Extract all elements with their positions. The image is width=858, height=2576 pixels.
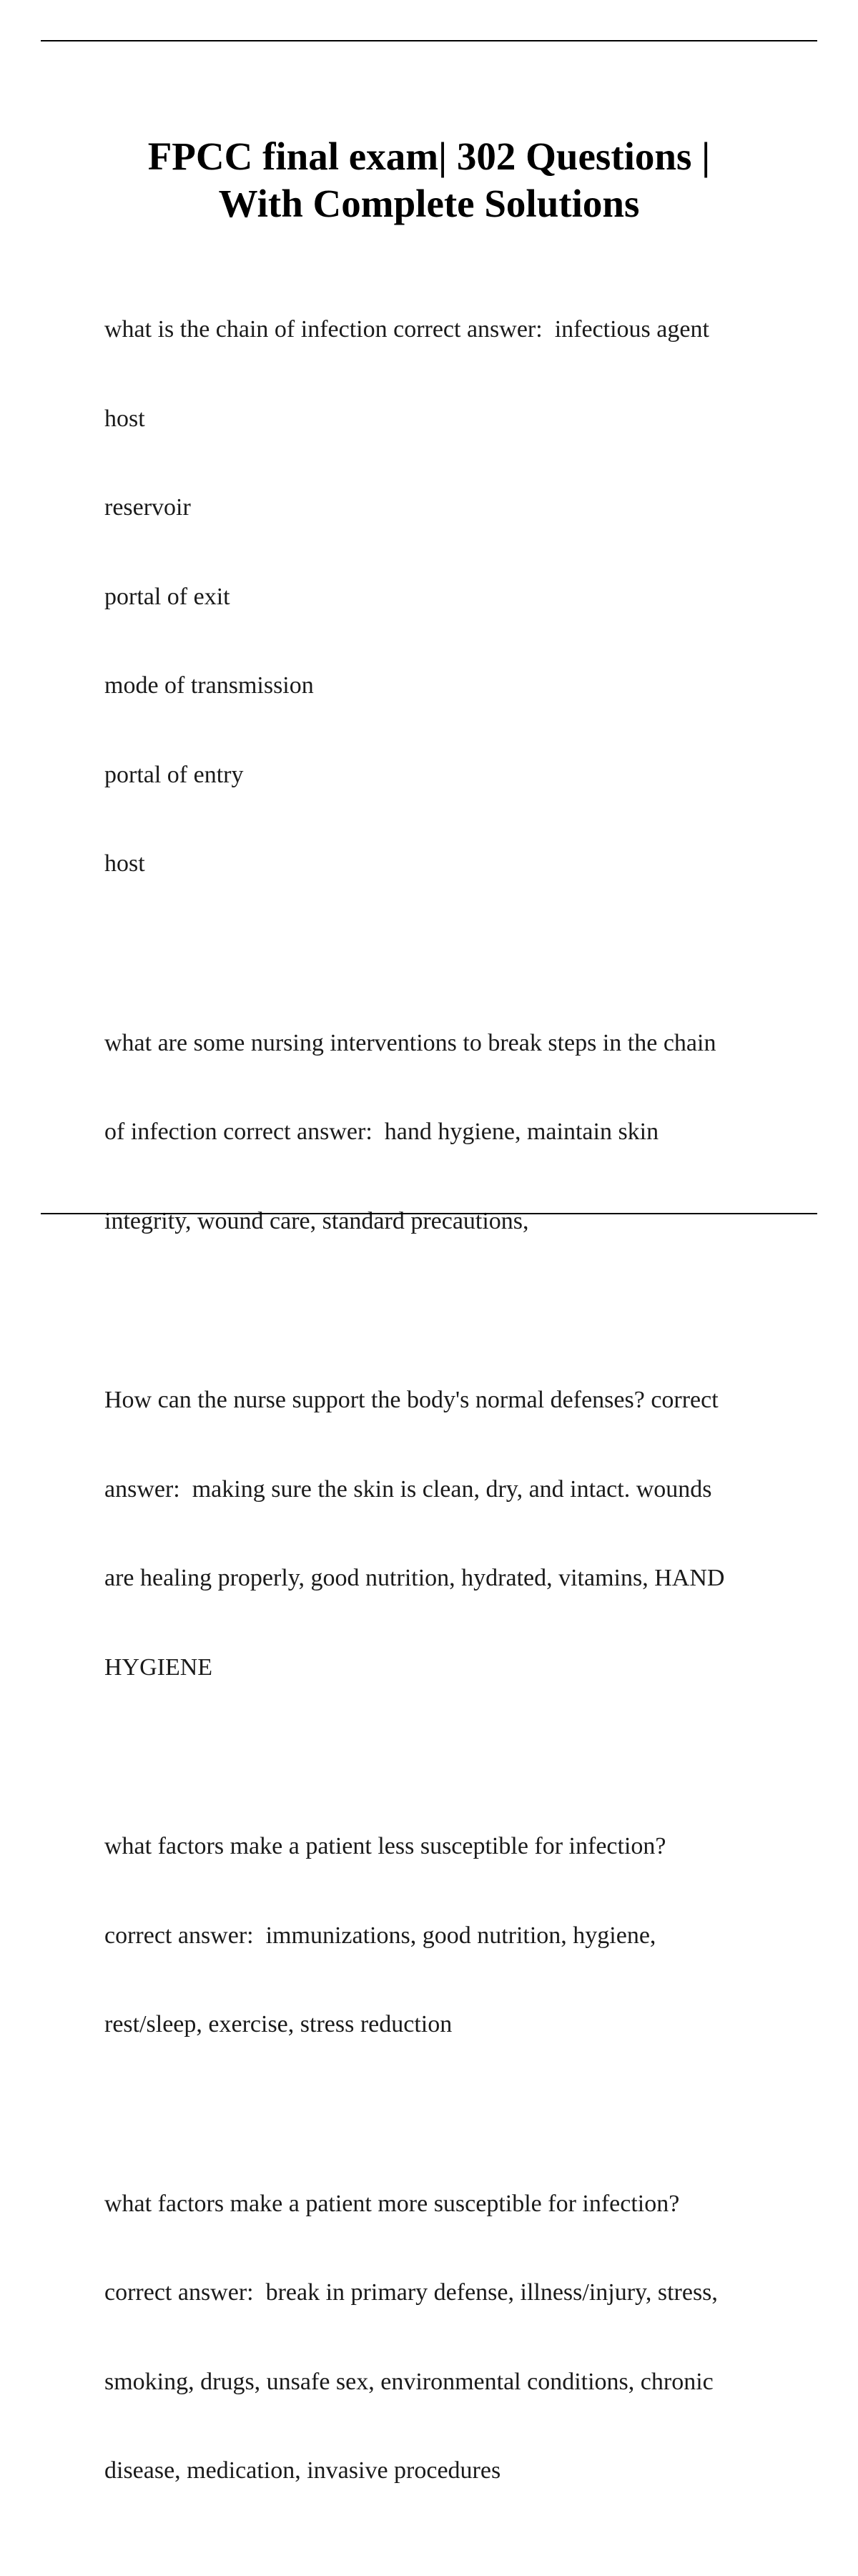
qa-line: smoking, drugs, unsafe sex, environmental conditions, chronic <box>104 2368 714 2395</box>
qa-line: How can the nurse support the body's normal defenses? correct <box>104 1387 719 1413</box>
qa-item-more-susceptible <box>104 2130 776 2545</box>
page-title <box>72 133 786 227</box>
qa-line: what are some nursing interventions to break steps in the chain <box>104 1029 716 1056</box>
qa-item-chain-of-infection <box>104 255 776 938</box>
qa-line: of infection correct answer: hand hygiene, maintain skin <box>104 1119 659 1145</box>
qa-line: what is the chain of infection correct answer: infectious agent <box>104 316 709 343</box>
qa-line: reservoir <box>104 494 191 521</box>
qa-line: HYGIENE <box>104 1653 213 1681</box>
qa-line: portal of entry <box>104 761 244 788</box>
qa-line: are healing properly, good nutrition, hydrated, vitamins, HAND <box>104 1565 725 1591</box>
qa-list <box>104 255 776 2576</box>
qa-line: portal of exit <box>104 583 230 610</box>
qa-line: what factors make a patient more susceptible for infection? <box>104 2190 680 2217</box>
top-rule <box>41 40 817 41</box>
qa-line: integrity, wound care, standard precautions, <box>104 1207 529 1234</box>
qa-line: mode of transmission <box>104 672 314 699</box>
qa-line: host <box>104 850 145 877</box>
qa-line: disease, medication, invasive procedures <box>104 2457 501 2484</box>
qa-line: what factors make a patient less susceptible for infection? <box>104 1833 666 1859</box>
qa-item-less-susceptible <box>104 1772 776 2099</box>
qa-line: rest/sleep, exercise, stress reduction <box>104 2011 453 2037</box>
qa-item-normal-defenses <box>104 1326 776 1741</box>
title-line: FPCC final exam| 302 Questions | <box>147 134 711 178</box>
title-line: With Complete Solutions <box>218 182 640 225</box>
qa-line: correct answer: immunizations, good nutrition, hygiene, <box>104 1922 656 1949</box>
bottom-rule <box>41 1213 817 1214</box>
qa-line: correct answer: break in primary defense, illness/injury, stress, <box>104 2279 718 2306</box>
qa-line: host <box>104 405 145 432</box>
qa-line: answer: making sure the skin is clean, dry, and intact. wounds <box>104 1475 712 1503</box>
qa-item-nursing-interventions <box>104 969 776 1296</box>
